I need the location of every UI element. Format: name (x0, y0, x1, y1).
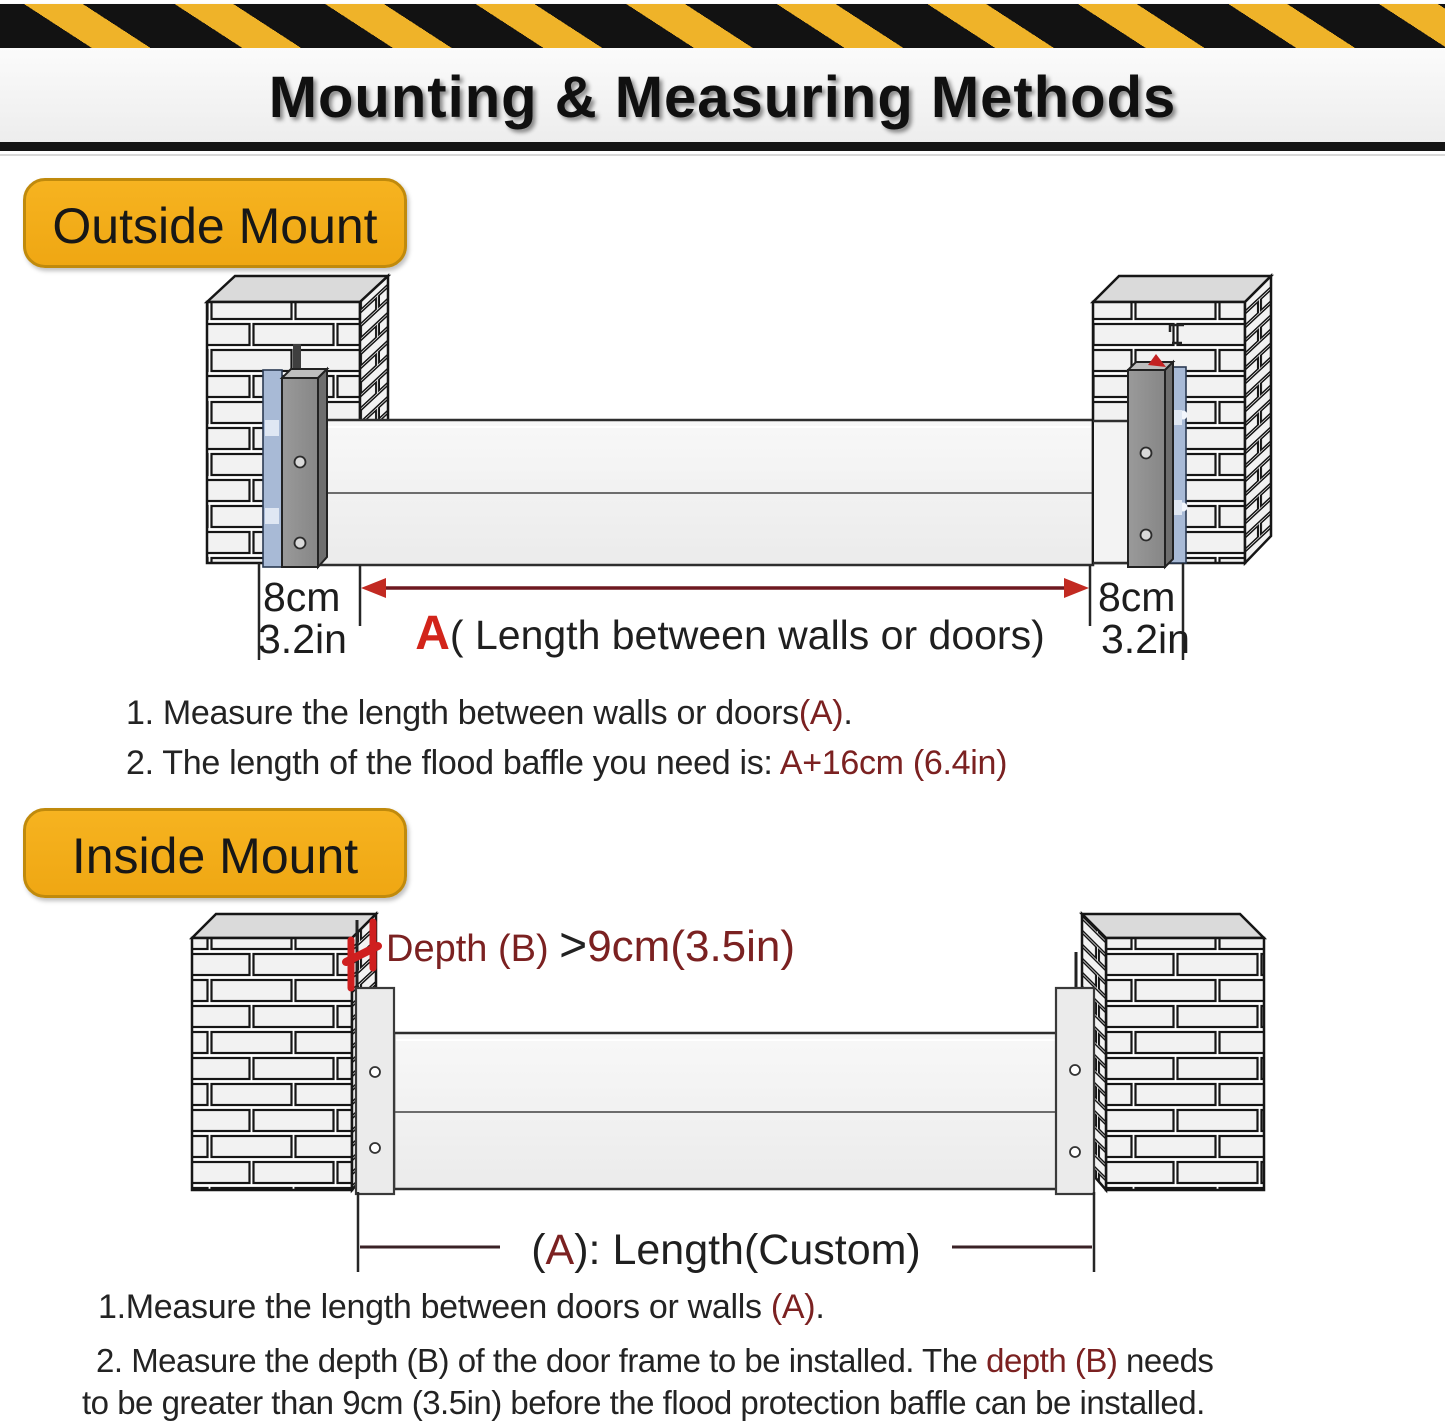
paren: ( (531, 1226, 546, 1274)
outside-left-dim-in: 3.2in (258, 616, 347, 662)
inside-flood-barrier-panel (394, 1033, 1058, 1189)
divider-bar (0, 142, 1445, 151)
length-a-text: ( Length between walls or doors) (449, 612, 1045, 658)
greater-than-sign: > (559, 919, 588, 972)
step-highlight: (A) (798, 694, 844, 732)
step-text: to be greater than 9cm (3.5in) before the flood protection baffle can be installed. (82, 1384, 1205, 1421)
depth-b-value: 9cm(3.5in) (587, 922, 796, 971)
outside-mount-badge: Outside Mount (23, 178, 407, 268)
inside-step-1 (98, 1288, 824, 1327)
outside-right-bracket (1128, 354, 1188, 567)
outside-left-bracket (263, 344, 327, 567)
divider-shadow (0, 154, 1445, 156)
custom-length-label (500, 1226, 952, 1275)
step-text: needs (1117, 1342, 1214, 1379)
length-a-symbol: A (415, 607, 450, 660)
outside-left-dim-cm: 8cm (263, 574, 341, 620)
length-a-symbol: A (545, 1226, 575, 1274)
step-text: . (815, 1288, 825, 1326)
outside-step-2 (126, 744, 1007, 783)
inside-right-pillar (1082, 914, 1264, 1190)
length-a-label (380, 606, 1080, 661)
step-text: 1.Measure the length between doors or walls (98, 1288, 771, 1326)
caution-stripe-band (0, 4, 1445, 48)
step-highlight: (A) (770, 1288, 816, 1326)
step-text: 2. Measure the depth (B) of the door frame to be installed. The (96, 1342, 987, 1379)
step-text: . (843, 694, 853, 732)
step-text: 2. The length of the flood baffle you need is: (126, 744, 780, 782)
step-text: 1. Measure the length between walls or doors (126, 694, 799, 732)
step-highlight: A+16cm (6.4in) (779, 744, 1008, 782)
flood-barrier-panel (318, 420, 1093, 565)
step-highlight: depth (B) (986, 1342, 1118, 1379)
inside-mount-badge: Inside Mount (23, 808, 407, 898)
inside-right-bracket (1056, 952, 1094, 1194)
custom-length-text: ): Length(Custom) (574, 1226, 921, 1274)
depth-b-label (386, 918, 795, 973)
inside-step-2-line-2 (82, 1384, 1205, 1421)
depth-b-name: Depth (B) (386, 928, 560, 970)
inside-step-2-line-1 (96, 1342, 1213, 1380)
page-title: Mounting & Measuring Methods (268, 65, 1177, 130)
outside-right-dim-in: 3.2in (1101, 616, 1190, 662)
outside-right-dim-cm: 8cm (1098, 574, 1176, 620)
outside-step-1 (126, 694, 852, 733)
